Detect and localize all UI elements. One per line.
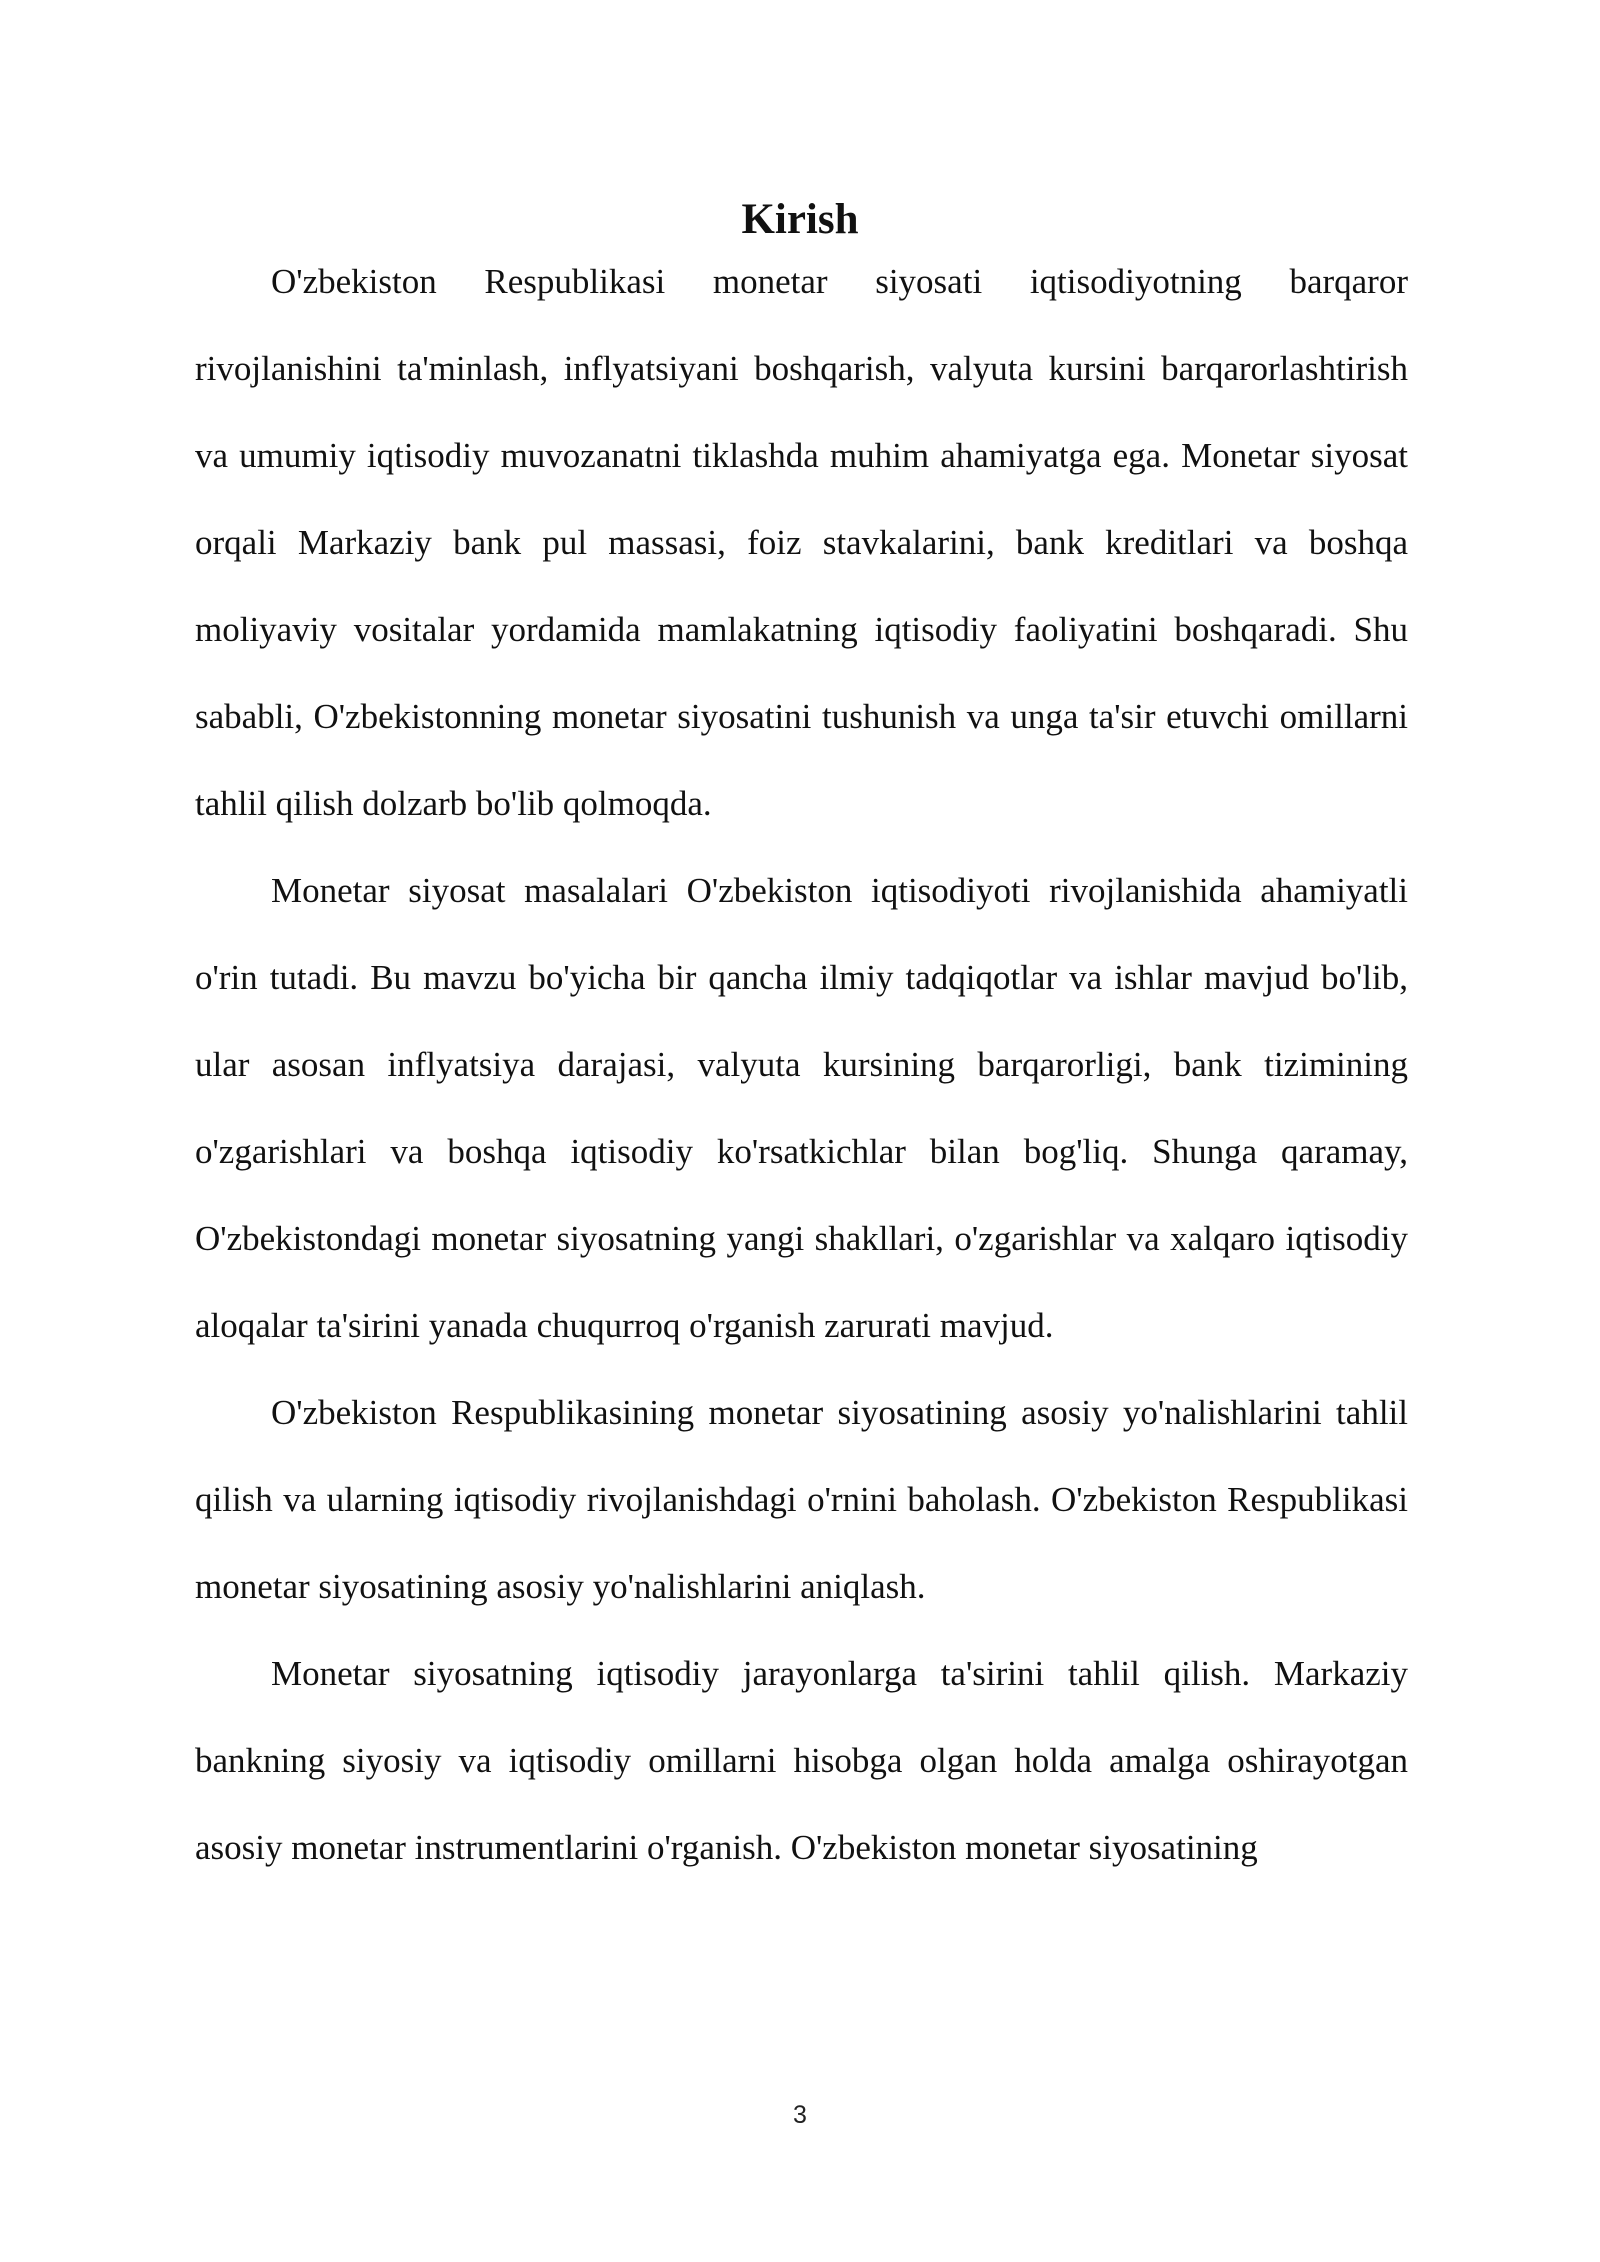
paragraph-1: O'zbekiston Respublikasi monetar siyosati iqtisodiyotning barqaror rivojlanishini ta'minlash, inflyatsiyani boshqarish, valyuta kursini barqarorlashtirish va umumiy iqtisodiy muvozanatni tiklashda muhim ahamiyatga ega. Monetar siyosat orqali Markaziy bank pul massasi, foiz stavkalarini, bank kreditlari va boshqa moliyaviy vositalar yordamida mamlakatning iqtisodiy faoliyatini boshqaradi. Shu sababli, O'zbekistonning monetar siyosatini tushunish va unga ta'sir etuvchi omillarni tahlil qilish dolzarb bo'lib qolmoqda.: [195, 262, 1408, 823]
paragraph-2: Monetar siyosat masalalari O'zbekiston iqtisodiyoti rivojlanishida ahamiyatli o'rin tutadi. Bu mavzu bo'yicha bir qancha ilmiy tadqiqotlar va ishlar mavjud bo'lib, ular asosan inflyatsiya darajasi, valyuta kursining barqarorligi, bank tizimining o'zgarishlari va boshqa iqtisodiy ko'rsatkichlar bilan bog'liq. Shunga qaramay, O'zbekistondagi monetar siyosatning yangi shakllari, o'zgarishlar va xalqaro iqtisodiy aloqalar ta'sirini yanada chuqurroq o'rganish zarurati mavjud.: [195, 871, 1408, 1345]
section-title: Kirish: [741, 196, 859, 243]
page-number: 3: [793, 2101, 807, 2129]
paragraph-3: O'zbekiston Respublikasining monetar siyosatining asosiy yo'nalishlarini tahlil qilish va ularning iqtisodiy rivojlanishdagi o'rnini baholash. O'zbekiston Respublikasi monetar siyosatining asosiy yo'nalishlarini aniqlash.: [195, 1393, 1408, 1606]
document-body: [195, 238, 1408, 1891]
paragraph-4: Monetar siyosatning iqtisodiy jarayonlarga ta'sirini tahlil qilish. Markaziy bankning siyosiy va iqtisodiy omillarni hisobga olgan holda amalga oshirayotgan asosiy monetar instrumentlarini o'rganish. O'zbekiston monetar siyosatining: [195, 1654, 1408, 1867]
